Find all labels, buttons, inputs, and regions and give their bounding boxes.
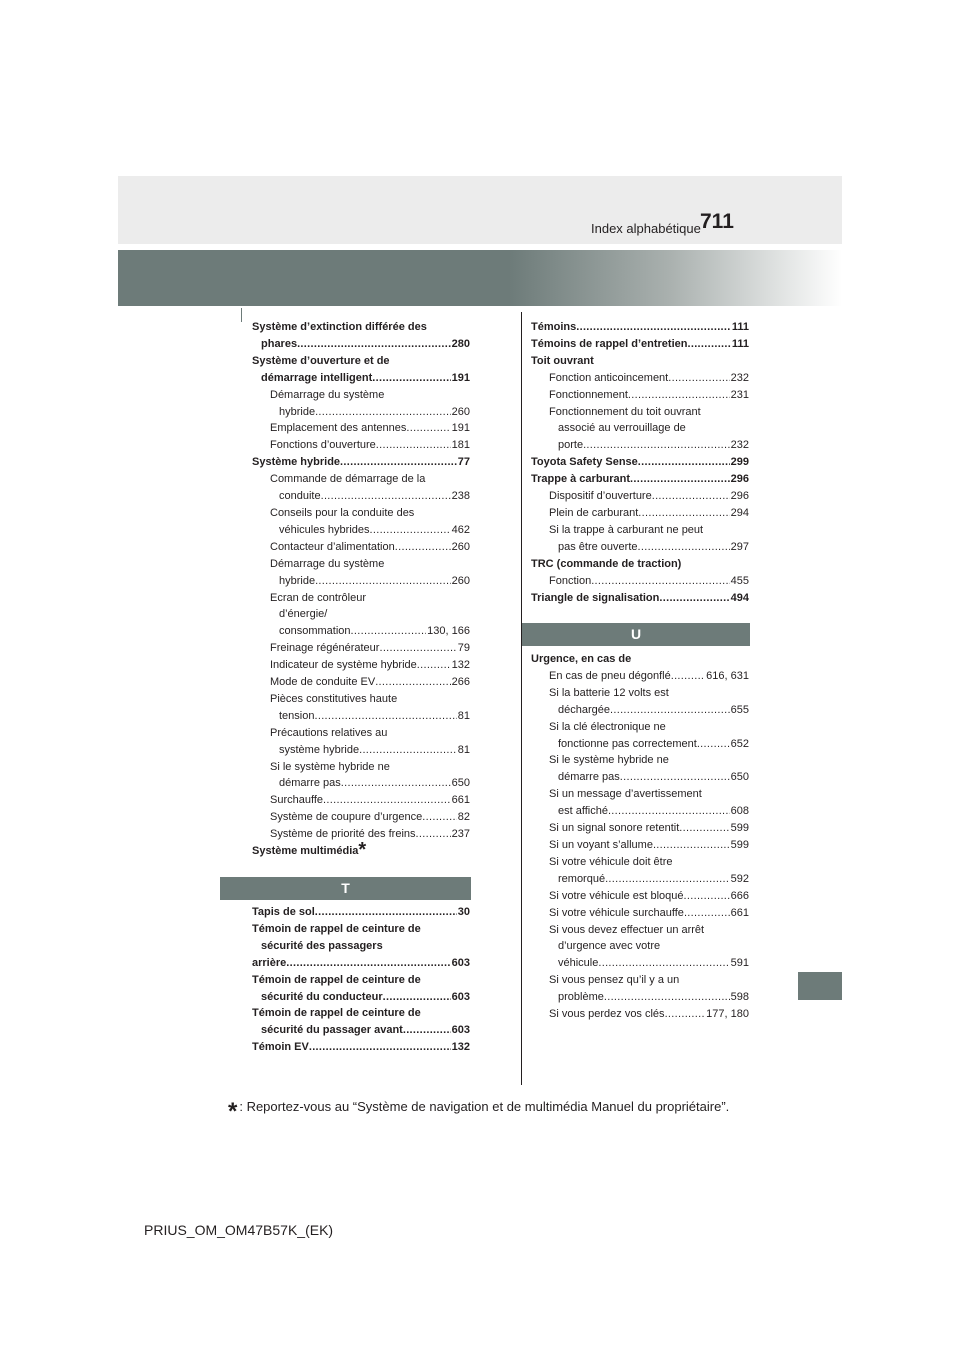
index-entry bbox=[252, 539, 470, 556]
index-entry bbox=[531, 522, 749, 539]
dot-leader bbox=[576, 319, 731, 336]
dot-leader bbox=[684, 888, 730, 905]
dot-leader bbox=[351, 623, 427, 640]
index-entry bbox=[252, 370, 470, 387]
index-entry-text: Trappe à carburant bbox=[531, 473, 631, 486]
dot-leader bbox=[652, 488, 730, 505]
index-entry-text: tension bbox=[279, 709, 315, 722]
index-entry bbox=[252, 691, 470, 708]
dot-leader bbox=[359, 742, 457, 759]
section-header-u: U bbox=[522, 623, 750, 646]
index-page-ref[interactable]: 603 bbox=[451, 1024, 470, 1037]
index-entry bbox=[252, 775, 470, 792]
index-page-ref[interactable]: 181 bbox=[451, 439, 470, 452]
index-entry bbox=[252, 921, 470, 938]
dot-leader bbox=[638, 539, 730, 556]
index-entry bbox=[252, 488, 470, 505]
index-entry bbox=[531, 837, 749, 854]
index-entry-text: porte bbox=[558, 439, 584, 452]
index-list-u bbox=[531, 651, 749, 1023]
index-page-ref[interactable]: 455 bbox=[730, 574, 749, 587]
index-entry-text: associé au verrouillage de bbox=[558, 422, 686, 435]
index-entry bbox=[531, 387, 749, 404]
dot-leader bbox=[315, 404, 451, 421]
index-page-ref[interactable]: 266 bbox=[451, 676, 470, 689]
index-entry bbox=[531, 1006, 749, 1023]
index-entry bbox=[252, 742, 470, 759]
index-column-left-t bbox=[252, 904, 470, 1056]
dot-leader bbox=[315, 904, 457, 921]
dot-leader bbox=[315, 573, 451, 590]
index-entry-text: Témoins bbox=[531, 321, 577, 333]
index-entry bbox=[252, 725, 470, 742]
index-entry-text: Pièces constitutives haute bbox=[270, 692, 398, 705]
index-entry bbox=[531, 404, 749, 421]
index-entry-text: Démarrage du système bbox=[270, 557, 385, 570]
index-entry bbox=[252, 759, 470, 776]
dot-leader bbox=[630, 471, 730, 488]
index-page-ref[interactable]: 599 bbox=[730, 838, 749, 851]
index-entry bbox=[252, 437, 470, 454]
index-entry-text: conduite bbox=[279, 490, 321, 503]
dot-leader bbox=[372, 370, 450, 387]
index-page-ref[interactable]: 231 bbox=[730, 388, 749, 401]
dot-leader bbox=[375, 674, 450, 691]
index-entry bbox=[252, 955, 470, 972]
index-entry-text: consommation bbox=[279, 625, 351, 638]
index-page-ref[interactable]: 494 bbox=[730, 591, 749, 604]
index-list-t-cont bbox=[531, 319, 749, 606]
index-page-ref[interactable]: 608 bbox=[730, 805, 749, 818]
column-divider bbox=[521, 312, 522, 1085]
index-entry bbox=[531, 437, 749, 454]
index-page-ref[interactable]: 592 bbox=[730, 872, 749, 885]
index-entry-text: Témoin de rappel de ceinture de bbox=[252, 922, 421, 935]
index-entry-text: Précautions relatives au bbox=[270, 726, 388, 739]
index-page-ref[interactable]: 191 bbox=[451, 371, 470, 384]
index-entry bbox=[531, 505, 749, 522]
index-entry bbox=[252, 336, 470, 353]
index-page-ref[interactable]: 661 bbox=[730, 906, 749, 919]
index-entry bbox=[531, 488, 749, 505]
page-title: Index alphabétique bbox=[591, 221, 701, 236]
index-entry-text: Si votre véhicule surchauffe bbox=[549, 906, 684, 919]
index-entry bbox=[531, 888, 749, 905]
dot-leader bbox=[679, 820, 729, 837]
index-page-ref[interactable]: 280 bbox=[451, 337, 470, 350]
index-entry bbox=[252, 353, 470, 370]
index-entry-text: Fonction anticoincement bbox=[549, 371, 669, 384]
index-entry bbox=[531, 955, 749, 972]
index-entry bbox=[531, 539, 749, 556]
index-entry bbox=[531, 370, 749, 387]
index-list-s bbox=[252, 319, 470, 860]
index-entry-text: Si votre véhicule doit être bbox=[549, 855, 673, 868]
index-entry bbox=[531, 938, 749, 955]
index-page-ref[interactable]: 81 bbox=[457, 709, 470, 722]
index-entry-text: Fonctions d’ouverture bbox=[270, 439, 376, 452]
index-page-ref[interactable]: 79 bbox=[457, 642, 470, 655]
index-entry-text: Contacteur d’alimentation bbox=[270, 540, 395, 553]
index-page-ref[interactable]: 652 bbox=[730, 737, 749, 750]
index-page-ref[interactable]: 260 bbox=[451, 405, 470, 418]
index-entry bbox=[252, 454, 470, 471]
index-page-ref[interactable]: 603 bbox=[451, 956, 470, 969]
index-entry-text: sécurité du passager avant bbox=[261, 1024, 403, 1037]
index-entry bbox=[531, 590, 749, 607]
index-page-ref[interactable]: 132 bbox=[451, 659, 470, 672]
dot-leader bbox=[422, 809, 456, 826]
dot-leader bbox=[605, 871, 730, 888]
index-page-ref[interactable]: 232 bbox=[730, 371, 749, 384]
index-page-ref[interactable]: 191 bbox=[451, 422, 470, 435]
section-header-t: T bbox=[220, 877, 471, 900]
dot-leader bbox=[286, 955, 450, 972]
index-entry bbox=[531, 786, 749, 803]
footnote bbox=[228, 1090, 730, 1125]
index-entry bbox=[531, 972, 749, 989]
index-entry-text: véhicules hybrides bbox=[279, 523, 370, 536]
index-entry-text: Mode de conduite EV bbox=[270, 676, 376, 689]
index-entry bbox=[252, 1005, 470, 1022]
index-page-ref[interactable]: 30 bbox=[457, 906, 470, 918]
index-entry-text: Si la batterie 12 volts est bbox=[549, 686, 669, 699]
index-entry bbox=[252, 989, 470, 1006]
index-entry bbox=[252, 522, 470, 539]
index-entry bbox=[531, 336, 749, 353]
index-page-ref[interactable]: 299 bbox=[730, 456, 749, 469]
index-entry bbox=[252, 657, 470, 674]
index-page-ref[interactable]: 237 bbox=[451, 828, 470, 841]
index-entry-text: Commande de démarrage de la bbox=[270, 473, 426, 486]
index-entry bbox=[531, 736, 749, 753]
dot-leader bbox=[416, 826, 451, 843]
index-page-ref[interactable]: 599 bbox=[730, 822, 749, 835]
index-entry-text: Triangle de signalisation bbox=[531, 591, 660, 604]
index-entry-text: arrière bbox=[252, 956, 287, 969]
dot-leader bbox=[665, 1006, 706, 1023]
index-entry-text: Fonctionnement bbox=[549, 388, 628, 401]
header-band bbox=[118, 250, 842, 306]
dot-leader bbox=[321, 488, 451, 505]
index-entry bbox=[252, 792, 470, 809]
index-entry-text: est affiché bbox=[558, 805, 608, 818]
index-entry bbox=[531, 803, 749, 820]
dot-leader bbox=[620, 769, 730, 786]
chapter-tab[interactable] bbox=[798, 972, 842, 1000]
index-entry-text: hybride bbox=[279, 405, 316, 418]
index-page-ref[interactable]: 81 bbox=[457, 743, 470, 756]
index-entry bbox=[252, 938, 470, 955]
dot-leader bbox=[417, 657, 451, 674]
index-entry bbox=[252, 420, 470, 437]
index-entry-text: Si un message d’avertissement bbox=[549, 788, 702, 801]
index-page-ref[interactable]: 616, 631 bbox=[706, 669, 749, 682]
index-entry-text: démarre pas bbox=[279, 777, 341, 790]
index-entry-text: Si vous devez effectuer un arrêt bbox=[549, 923, 705, 936]
dot-leader bbox=[406, 420, 450, 437]
dot-leader bbox=[608, 803, 730, 820]
index-page-ref[interactable]: 462 bbox=[451, 523, 470, 536]
index-entry-text: Système d’extinction différée des bbox=[252, 321, 427, 333]
index-entry bbox=[252, 505, 470, 522]
index-entry-text: hybride bbox=[279, 574, 316, 587]
index-page-ref[interactable]: 650 bbox=[730, 771, 749, 784]
index-entry-text: pas être ouverte bbox=[558, 540, 638, 553]
index-page-ref[interactable]: 296 bbox=[730, 473, 749, 486]
dot-leader bbox=[598, 955, 729, 972]
index-entry-text: Si la trappe à carburant ne peut bbox=[549, 523, 704, 536]
index-entry bbox=[252, 1022, 470, 1039]
index-entry bbox=[531, 752, 749, 769]
dot-leader bbox=[659, 590, 729, 607]
dot-leader bbox=[653, 837, 730, 854]
index-entry-text: Système d’ouverture et de bbox=[252, 354, 390, 367]
dot-leader bbox=[671, 668, 705, 685]
dot-leader bbox=[638, 505, 729, 522]
index-entry bbox=[531, 854, 749, 871]
index-entry-text: Si votre véhicule est bloqué bbox=[549, 889, 684, 902]
index-page-ref[interactable]: 666 bbox=[730, 889, 749, 902]
index-list-t bbox=[252, 904, 470, 1056]
index-entry-text: Toit ouvrant bbox=[531, 354, 594, 367]
index-entry bbox=[252, 972, 470, 989]
dot-leader bbox=[403, 1022, 451, 1039]
index-entry bbox=[531, 922, 749, 939]
index-page-ref[interactable]: 177, 180 bbox=[706, 1008, 749, 1021]
dot-leader bbox=[383, 989, 451, 1006]
index-entry-text: problème bbox=[558, 991, 604, 1004]
index-entry bbox=[252, 573, 470, 590]
dot-leader bbox=[638, 454, 730, 471]
index-entry-text: déchargée bbox=[558, 703, 610, 716]
index-entry bbox=[252, 623, 470, 640]
index-entry bbox=[252, 640, 470, 657]
index-entry-text: démarre pas bbox=[558, 771, 620, 784]
index-entry bbox=[252, 606, 470, 623]
dot-leader bbox=[297, 336, 451, 353]
index-entry bbox=[252, 387, 470, 404]
index-page-ref[interactable]: 603 bbox=[451, 990, 470, 1003]
dot-leader bbox=[591, 573, 729, 590]
index-entry-text: Tapis de sol bbox=[252, 906, 315, 918]
index-entry bbox=[252, 674, 470, 691]
dot-leader bbox=[340, 454, 457, 471]
index-entry-text: Dispositif d’ouverture bbox=[549, 490, 652, 503]
index-column-right-u bbox=[531, 651, 749, 1023]
index-entry-text: Emplacement des antennes bbox=[270, 422, 407, 435]
index-entry-text: Ecran de contrôleur bbox=[270, 591, 366, 604]
index-entry bbox=[531, 573, 749, 590]
index-entry bbox=[252, 319, 470, 336]
index-entry-text: Système multimédia bbox=[252, 845, 359, 858]
dot-leader bbox=[684, 905, 730, 922]
index-page-ref[interactable]: 111 bbox=[731, 337, 749, 350]
index-entry bbox=[531, 668, 749, 685]
index-page-ref[interactable]: 132 bbox=[451, 1041, 470, 1054]
index-entry bbox=[531, 719, 749, 736]
index-entry-text: remorqué bbox=[558, 872, 606, 885]
index-entry-text: Si un voyant s’allume bbox=[549, 838, 653, 851]
index-entry-text: véhicule bbox=[558, 957, 599, 970]
index-entry-text: Si le système hybride ne bbox=[270, 760, 390, 773]
dot-leader bbox=[395, 539, 451, 556]
dot-leader bbox=[379, 640, 456, 657]
index-entry-text: Si vous perdez vos clés bbox=[549, 1008, 665, 1021]
index-page-ref[interactable]: 294 bbox=[730, 506, 749, 519]
index-page-ref[interactable]: 238 bbox=[451, 490, 470, 503]
index-entry bbox=[531, 454, 749, 471]
index-entry bbox=[252, 471, 470, 488]
index-entry bbox=[252, 904, 470, 921]
index-entry-text: Toyota Safety Sense bbox=[531, 456, 638, 469]
index-entry bbox=[531, 989, 749, 1006]
left-margin-mark bbox=[241, 308, 242, 322]
dot-leader bbox=[668, 370, 729, 387]
index-page-ref[interactable]: 598 bbox=[730, 991, 749, 1004]
dot-leader bbox=[341, 775, 451, 792]
index-entry-text: Conseils pour la conduite des bbox=[270, 506, 415, 519]
index-page-ref[interactable]: 111 bbox=[731, 321, 749, 333]
index-entry bbox=[531, 702, 749, 719]
index-entry-text: TRC (commande de traction) bbox=[531, 557, 682, 570]
index-entry bbox=[252, 708, 470, 725]
index-entry-text: Si le système hybride ne bbox=[549, 754, 669, 767]
index-entry bbox=[531, 471, 749, 488]
index-entry-text: Indicateur de système hybride bbox=[270, 659, 417, 672]
index-column-right bbox=[531, 319, 749, 606]
index-entry: Système multimédia * bbox=[252, 839, 367, 862]
dot-leader bbox=[323, 792, 451, 809]
index-entry-text: Témoin de rappel de ceinture de bbox=[252, 1007, 421, 1020]
index-entry bbox=[531, 353, 749, 370]
footnote-asterisk: * bbox=[228, 1098, 238, 1125]
index-entry bbox=[531, 905, 749, 922]
index-page-ref[interactable]: 232 bbox=[730, 439, 749, 452]
index-page-ref[interactable]: 130, 166 bbox=[427, 625, 470, 638]
index-page-ref[interactable]: 260 bbox=[451, 574, 470, 587]
dot-leader bbox=[604, 989, 730, 1006]
document-code: PRIUS_OM_OM47B57K_(EK) bbox=[144, 1222, 334, 1238]
dot-leader bbox=[314, 708, 456, 725]
footnote-text: : Reportez-vous au “Système de navigation et de multimédia Manuel du propriétaire”. bbox=[239, 1099, 730, 1114]
index-entry-text: Si la clé électronique ne bbox=[549, 720, 666, 733]
index-entry-text: Si vous pensez qu’il y a un bbox=[549, 974, 680, 987]
index-entry-text: Démarrage du système bbox=[270, 388, 385, 401]
dot-leader bbox=[610, 702, 730, 719]
index-page-ref[interactable]: 82 bbox=[457, 811, 470, 824]
index-entry-text: Témoin EV bbox=[252, 1041, 309, 1054]
index-entry-text: En cas de pneu dégonflé bbox=[549, 669, 671, 682]
index-entry-text: démarrage intelligent bbox=[261, 371, 373, 384]
index-entry-text: Témoins de rappel d’entretien bbox=[531, 337, 688, 350]
index-entry bbox=[531, 319, 749, 336]
index-entry-text: Surchauffe bbox=[270, 794, 324, 807]
index-entry bbox=[531, 769, 749, 786]
index-entry-text: Système de priorité des freins bbox=[270, 828, 416, 841]
dot-leader bbox=[628, 387, 730, 404]
index-page-ref[interactable]: 655 bbox=[730, 703, 749, 716]
index-entry bbox=[531, 556, 749, 573]
index-page-ref[interactable]: 297 bbox=[730, 540, 749, 553]
dot-leader bbox=[370, 522, 451, 539]
dot-leader bbox=[309, 1039, 451, 1056]
index-entry bbox=[252, 1039, 470, 1056]
index-entry-text: Si un signal sonore retentit bbox=[549, 822, 680, 835]
dot-leader bbox=[583, 437, 730, 454]
page-number: 711 bbox=[700, 210, 734, 233]
index-entry-text: sécurité du conducteur bbox=[261, 990, 383, 1003]
index-entry bbox=[252, 404, 470, 421]
index-entry-text: d’énergie/ bbox=[279, 608, 328, 621]
index-entry-text: Plein de carburant bbox=[549, 506, 639, 519]
index-entry-text: sécurité des passagers bbox=[261, 939, 383, 952]
index-page-ref[interactable]: 260 bbox=[451, 540, 470, 553]
dot-leader bbox=[687, 336, 730, 353]
index-entry-text: fonctionne pas correctement bbox=[558, 737, 697, 750]
index-entry-text: Témoin de rappel de ceinture de bbox=[252, 973, 421, 986]
index-entry-text: Système de coupure d’urgence bbox=[270, 811, 423, 824]
index-page-ref[interactable]: 650 bbox=[451, 777, 470, 790]
index-entry bbox=[252, 809, 470, 826]
index-entry-text: Urgence, en cas de bbox=[531, 653, 632, 665]
index-page-ref[interactable]: 77 bbox=[457, 456, 470, 469]
index-entry-text: phares bbox=[261, 337, 298, 350]
index-column-left bbox=[252, 319, 470, 860]
index-page-ref[interactable]: 296 bbox=[730, 490, 749, 503]
index-entry-text: Freinage régénérateur bbox=[270, 642, 380, 655]
index-entry bbox=[252, 590, 470, 607]
index-entry bbox=[531, 871, 749, 888]
index-page-ref[interactable]: 591 bbox=[730, 957, 749, 970]
index-entry bbox=[252, 556, 470, 573]
dot-leader bbox=[376, 437, 451, 454]
index-entry-text: Système hybride bbox=[252, 456, 341, 469]
index-entry-text: système hybride bbox=[279, 743, 360, 756]
index-entry bbox=[531, 685, 749, 702]
dot-leader bbox=[697, 736, 730, 753]
index-entry-text: d’urgence avec votre bbox=[558, 940, 661, 953]
index-entry bbox=[531, 420, 749, 437]
index-entry bbox=[531, 651, 749, 668]
index-page-ref[interactable]: 661 bbox=[451, 794, 470, 807]
index-entry bbox=[531, 820, 749, 837]
index-entry-text: Fonction bbox=[549, 574, 592, 587]
index-entry-text: Fonctionnement du toit ouvrant bbox=[549, 405, 701, 418]
